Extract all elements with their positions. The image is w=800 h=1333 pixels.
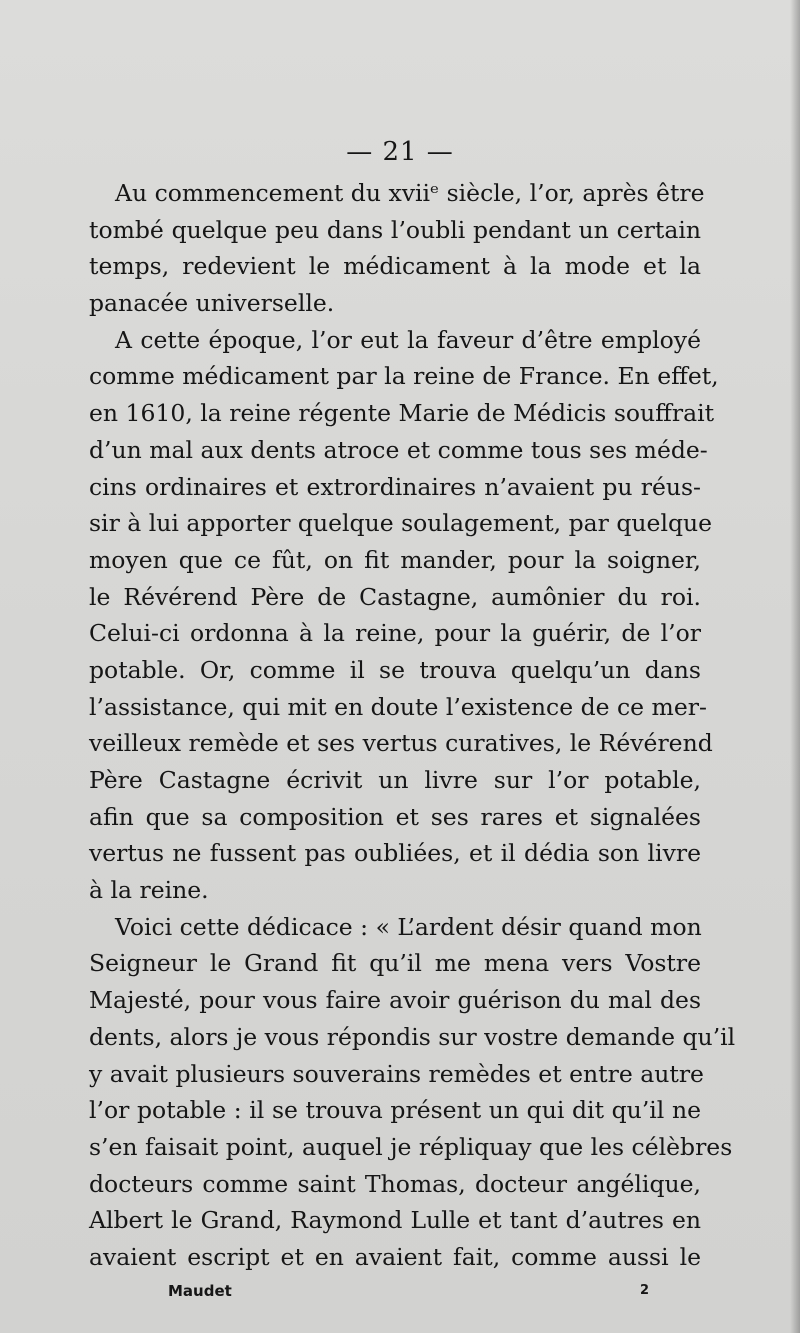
page-edge-shadow (790, 0, 800, 1333)
printer-signature: Maudet (168, 1282, 232, 1300)
text-line: cins ordinaires et extrordinaires n’avaient pu réus- (89, 472, 701, 501)
text-line: s’en faisait point, auquel je répliquay que les célèbres (89, 1132, 733, 1161)
text-line: Voici cette dédicace : « L’ardent désir quand mon (115, 912, 702, 941)
text-line: d’un mal aux dents atroce et comme tous ses méde- (89, 435, 708, 464)
page-number: — 21 — (346, 137, 454, 167)
text-line: Celui-ci ordonna à la reine, pour la guérir, de l’or (89, 619, 701, 648)
text-line: dents, alors je vous répondis sur vostre demande qu’il (89, 1022, 736, 1051)
text-line: afin que sa composition et ses rares et signalées (89, 802, 701, 831)
text-line: en 1610, la reine régente Marie de Médicis souffrait (89, 399, 715, 428)
text-line: A cette époque, l’or eut la faveur d’être employé (115, 325, 701, 354)
text-line: y avait plusieurs souverains remèdes et entre autre (89, 1059, 704, 1088)
page-footer (0, 1277, 800, 1305)
text-line: comme médicament par la reine de France. En effet, (89, 362, 719, 391)
paragraph (89, 322, 719, 909)
text-line: Albert le Grand, Raymond Lulle et tant d’autres en (89, 1206, 701, 1235)
text-line: Seigneur le Grand fit qu’il me mena vers Vostre (89, 949, 701, 978)
text-line: Majesté, pour vous faire avoir guérison du mal des (89, 986, 701, 1015)
paragraph (89, 175, 705, 322)
sheet-number: 2 (640, 1283, 650, 1298)
text-line: veilleux remède et ses vertus curatives, le Révérend (89, 729, 713, 758)
text-line: moyen que ce fût, on fit mander, pour la soigner, (89, 545, 701, 574)
text-line: panacée universelle. (89, 289, 335, 318)
text-line: vertus ne fussent pas oubliées, et il dédia son livre (89, 839, 701, 868)
text-line: l’assistance, qui mit en doute l’existence de ce mer- (89, 692, 707, 721)
paragraph (89, 909, 736, 1276)
body-text (89, 175, 736, 1276)
text-line: Au commencement du xviiᵉ siècle, l’or, après être (115, 179, 705, 207)
text-line: l’or potable : il se trouva présent un qui dit qu’il ne (89, 1096, 701, 1125)
text-line: Père Castagne écrivit un livre sur l’or potable, (89, 766, 701, 794)
text-line: à la reine. (89, 876, 209, 905)
text-line: le Révérend Père de Castagne, aumônier du roi. (89, 582, 701, 611)
text-line: temps, redevient le médicament à la mode et la (89, 252, 701, 281)
text-line: avaient escript et en avaient fait, comme aussi le (89, 1242, 701, 1271)
text-line: potable. Or, comme il se trouva quelqu’un dans (89, 655, 701, 684)
text-line: tombé quelque peu dans l’oubli pendant un certain (89, 215, 701, 244)
text-line: docteurs comme saint Thomas, docteur angélique, (89, 1169, 701, 1198)
text-line: sir à lui apporter quelque soulagement, par quelque (89, 509, 713, 538)
